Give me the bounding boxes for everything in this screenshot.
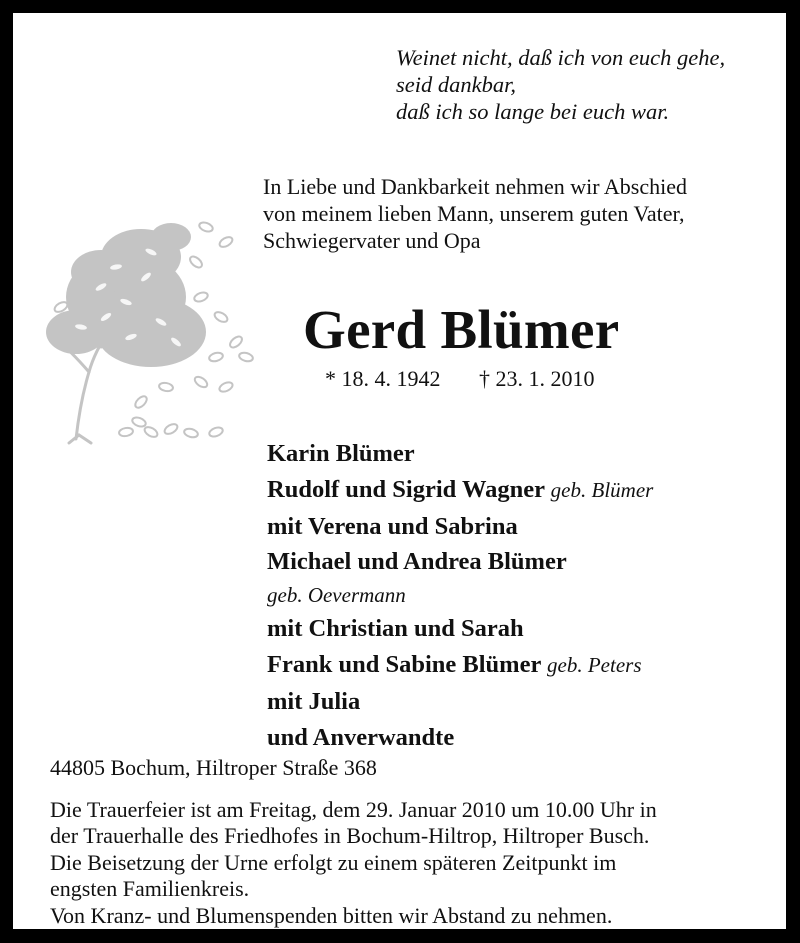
- mourner-name: mit Christian und Sarah: [267, 615, 524, 643]
- mourner-name: mit Verena und Sabrina: [267, 512, 518, 540]
- funeral-service-details: [50, 797, 657, 929]
- maiden-name: geb. Oevermann: [267, 583, 406, 608]
- mourner-line: [267, 684, 653, 720]
- mourner-name: Frank und Sabine Blümer: [267, 650, 541, 678]
- family-address: 44805 Bochum, Hiltroper Straße 368: [50, 755, 377, 780]
- memorial-poem: [396, 44, 725, 125]
- intro-line: In Liebe und Dankbarkeit nehmen wir Abschied: [263, 174, 687, 199]
- mourner-line: [267, 647, 653, 684]
- intro-line: Schwiegervater und Opa: [263, 228, 481, 253]
- mourner-name: mit Julia: [267, 687, 361, 715]
- mourner-line: [267, 611, 653, 647]
- mourner-name: Michael und Andrea Blümer: [267, 548, 567, 576]
- service-line: Die Beisetzung der Urne erfolgt zu einem späteren Zeitpunkt im: [50, 849, 617, 875]
- life-dates: [325, 365, 595, 393]
- mourner-line: [267, 544, 653, 580]
- death-date: † 23. 1. 2010: [479, 366, 595, 391]
- poem-line: seid dankbar,: [396, 72, 516, 97]
- maiden-name: geb. Peters: [547, 652, 642, 677]
- windblown-tree-icon: [31, 207, 261, 447]
- mourner-line: [267, 720, 653, 756]
- farewell-intro: [263, 173, 687, 254]
- mourner-name: Karin Blümer: [267, 440, 415, 467]
- obituary-notice: [13, 13, 786, 929]
- service-line: Die Trauerfeier ist am Freitag, dem 29. Januar 2010 um 10.00 Uhr in: [50, 797, 657, 822]
- service-line: engsten Familienkreis.: [50, 876, 250, 902]
- maiden-name: geb. Blümer: [550, 477, 654, 502]
- deceased-name: Gerd Blümer: [303, 299, 620, 360]
- mourner-name: Rudolf und Sigrid Wagner: [267, 475, 545, 503]
- intro-line: von meinem lieben Mann, unserem guten Vater,: [263, 201, 685, 226]
- mourner-name: und Anverwandte: [267, 723, 455, 751]
- mourner-line: [267, 472, 653, 509]
- poem-line: Weinet nicht, daß ich von euch gehe,: [396, 45, 726, 70]
- mourner-line: [267, 509, 653, 545]
- mourner-line: [267, 436, 653, 472]
- mourners-list: [267, 436, 653, 755]
- birth-date: * 18. 4. 1942: [325, 366, 441, 391]
- poem-line: daß ich so lange bei euch war.: [396, 99, 670, 124]
- service-line: Von Kranz- und Blumenspenden bitten wir Abstand zu nehmen.: [50, 902, 613, 928]
- service-line: der Trauerhalle des Friedhofes in Bochum-Hiltrop, Hiltroper Busch.: [50, 823, 650, 849]
